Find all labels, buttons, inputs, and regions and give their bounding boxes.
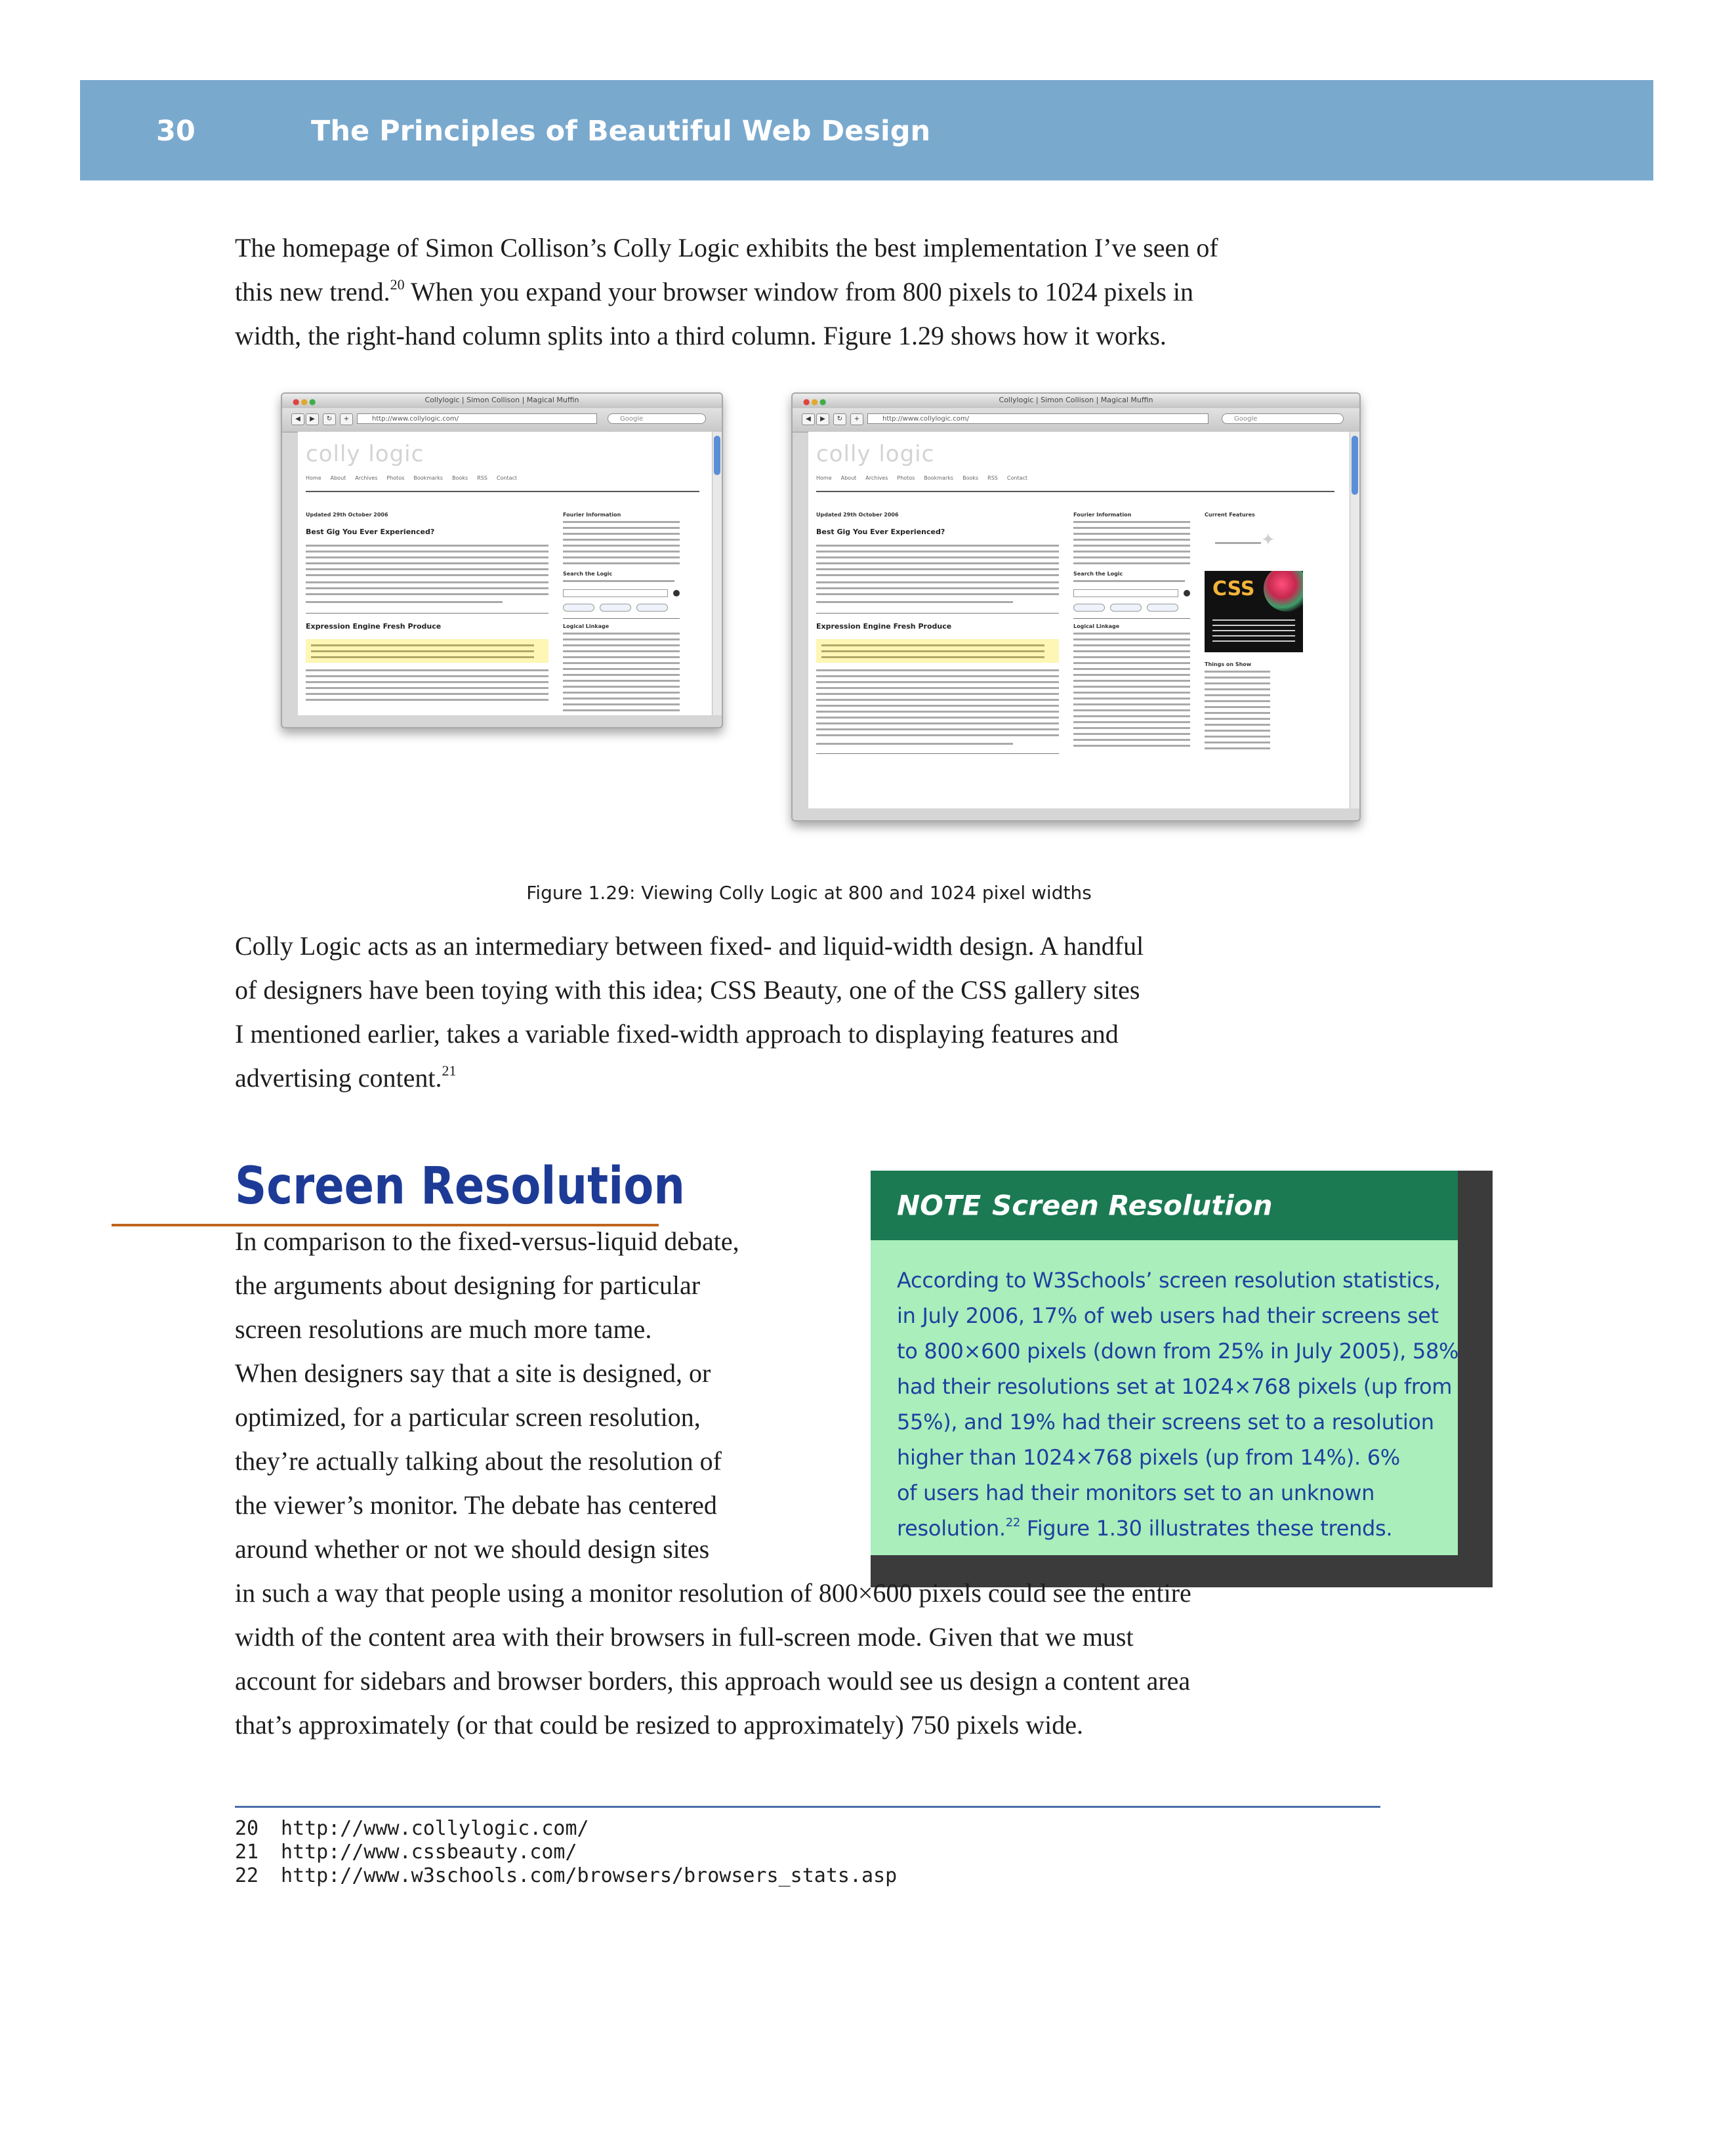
- site-nav: Home About Archives Photos Bookmarks Books RSS Contact: [306, 475, 518, 481]
- address-bar: http://www.collylogic.com/: [357, 413, 597, 424]
- post-text: [816, 669, 1059, 736]
- window-title: Collylogic | Simon Collison | Magical Muffin: [999, 396, 1153, 404]
- text-line: The homepage of Simon Collison’s Colly Logic exhibits the best implementation I’ve seen of: [235, 233, 1218, 262]
- sidebar-title: Current Features: [1205, 512, 1255, 518]
- sidebar-text: [1205, 671, 1270, 749]
- highlight-box: [816, 639, 1059, 663]
- paragraph: [235, 1219, 1191, 1747]
- map-icon: ✦: [1261, 530, 1275, 550]
- post-text: [816, 581, 1059, 595]
- note-label: NOTE: [897, 1189, 982, 1222]
- window-title: Collylogic | Simon Collison | Magical Muffin: [424, 396, 579, 404]
- go-icon: [673, 590, 680, 596]
- book-title: The Principles of Beautiful Web Design: [311, 115, 931, 148]
- footnote: [235, 1818, 589, 1840]
- text-line: 55%), and 19% had their screens set to a resolution: [897, 1410, 1434, 1434]
- forward-icon: ▶: [306, 413, 319, 425]
- search-box: Google: [608, 413, 706, 424]
- sidebar-title: Search the Logic: [1073, 571, 1123, 577]
- highlight-box: [306, 639, 548, 663]
- footnote-ref: 20: [390, 276, 405, 293]
- sidebar-title: Fourier Information: [1073, 512, 1132, 518]
- text-line: When designers say that a site is designed, or: [235, 1358, 711, 1388]
- scrollbar: [712, 432, 722, 715]
- sidebar-title: Logical Linkage: [563, 623, 610, 629]
- page-viewport: [808, 432, 1350, 808]
- browser-screenshot-1024: [791, 392, 1361, 822]
- sidebar-title: Search the Logic: [563, 571, 613, 577]
- address-bar: http://www.collylogic.com/: [867, 413, 1209, 424]
- back-icon: ◀: [291, 413, 304, 425]
- scrollbar: [1350, 432, 1359, 808]
- footnote-ref: 22: [1005, 1516, 1021, 1530]
- text-line: According to W3Schools’ screen resolution statistics,: [897, 1268, 1441, 1293]
- paragraph: [235, 924, 1144, 1100]
- sidebar-title: Things on Show: [1205, 661, 1252, 667]
- text-line: around whether or not we should design sites: [235, 1534, 710, 1564]
- text-line: width of the content area with their browsers in full-screen mode. Given that we must: [235, 1622, 1134, 1652]
- text-line: width, the right-hand column splits into a third column. Figure 1.29 shows how it works.: [235, 321, 1167, 350]
- footnote-number: 21: [235, 1841, 259, 1864]
- swirl-graphic: [1264, 571, 1303, 612]
- post-divider: [816, 613, 1059, 614]
- window-buttons-icon: ●●●: [803, 397, 828, 406]
- text-line: account for sidebars and browser borders, this approach would see us design a content area: [235, 1666, 1191, 1696]
- post-date: Updated 29th October 2006: [306, 512, 388, 518]
- mini-search-input: [563, 589, 668, 597]
- sidebar-text: [1073, 521, 1190, 564]
- go-icon: [1184, 590, 1190, 596]
- forward-icon: ▶: [816, 413, 829, 425]
- footnote-url: http://www.cssbeauty.com/: [281, 1841, 577, 1864]
- site-logo: colly logic: [306, 441, 424, 467]
- text-line: advertising content.$^{21}$: [235, 1062, 457, 1093]
- footnote-number: 22: [235, 1864, 259, 1887]
- post-text: [816, 545, 1059, 576]
- text-line: screen resolutions are much more tame.: [235, 1314, 652, 1344]
- note-title: Screen Resolution: [992, 1189, 1273, 1222]
- text-line: In comparison to the fixed-versus-liquid debate,: [235, 1226, 739, 1256]
- text-line: in such a way that people using a monitor resolution of 800×600 pixels could see the entire: [235, 1578, 1191, 1608]
- site-divider: [306, 491, 699, 492]
- post-text: [306, 581, 548, 595]
- footnote-number: 20: [235, 1817, 259, 1840]
- text-line: higher than 1024×768 pixels (up from 14%). 6%: [897, 1445, 1400, 1470]
- page-viewport: [298, 432, 713, 715]
- text-line: Colly Logic acts as an intermediary between fixed- and liquid-width design. A handful: [235, 931, 1144, 961]
- post-meta: [816, 743, 1013, 747]
- ad-logo: CSS: [1212, 577, 1255, 600]
- text-line: resolution.$^{22}$ Figure 1.30 illustrates these trends.: [897, 1516, 1393, 1541]
- sidebar-text: [563, 521, 680, 564]
- browser-toolbar: [282, 408, 722, 432]
- text-line: this new trend.$^{20}$ When you expand your browser window from 800 pixels to 1024 pixels in: [235, 276, 1194, 306]
- text-line: optimized, for a particular screen resolution,: [235, 1402, 701, 1432]
- back-icon: ◀: [802, 413, 815, 425]
- sidebar-text: [563, 633, 680, 711]
- mini-search-input: [1073, 589, 1178, 597]
- footnote: [235, 1865, 897, 1887]
- post-text: [306, 669, 548, 701]
- page-number: 30: [156, 115, 196, 148]
- post-title: Best Gig You Ever Experienced?: [816, 528, 945, 536]
- figure-caption: Figure 1.29: Viewing Colly Logic at 800 and 1024 pixel widths: [526, 882, 1092, 904]
- text-line: had their resolutions set at 1024×768 pixels (up from: [897, 1374, 1453, 1399]
- text-line: the arguments about designing for particular: [235, 1270, 701, 1300]
- reload-icon: ↻: [833, 413, 846, 425]
- browser-screenshot-800: [281, 392, 723, 728]
- post-divider: [306, 613, 548, 614]
- post-date: Updated 29th October 2006: [816, 512, 899, 518]
- css-beauty-ad: [1205, 571, 1303, 652]
- reload-icon: ↻: [323, 413, 336, 425]
- post-title: Expression Engine Fresh Produce: [816, 622, 952, 631]
- text-line: in July 2006, 17% of web users had their screens set: [897, 1303, 1439, 1328]
- text-line: the viewer’s monitor. The debate has centered: [235, 1490, 717, 1520]
- add-icon: +: [340, 413, 353, 425]
- footnote-ref: 21: [442, 1062, 457, 1079]
- post-text: [306, 545, 548, 576]
- window-buttons-icon: ●●●: [293, 397, 318, 406]
- post-meta: [306, 601, 503, 605]
- section-heading: Screen Resolution: [235, 1157, 686, 1216]
- post-title: Best Gig You Ever Experienced?: [306, 528, 435, 536]
- footnote-rule: [235, 1806, 1380, 1808]
- search-box: Google: [1222, 413, 1344, 424]
- footnote: [235, 1841, 577, 1864]
- footnote-url: http://www.w3schools.com/browsers/browsers_stats.asp: [281, 1864, 898, 1887]
- site-logo: colly logic: [816, 441, 935, 467]
- text-line: they’re actually talking about the resolution of: [235, 1446, 722, 1476]
- window-titlebar: [282, 394, 722, 408]
- sidebar-text: [1073, 633, 1190, 751]
- add-icon: +: [850, 413, 863, 425]
- intro-paragraph: [235, 226, 1218, 358]
- sidebar-title: Logical Linkage: [1073, 623, 1120, 629]
- text-line: to 800×600 pixels (down from 25% in July 2005), 58%: [897, 1339, 1459, 1364]
- text-line: that’s approximately (or that could be resized to approximately) 750 pixels wide.: [235, 1710, 1083, 1740]
- footnote-url: http://www.collylogic.com/: [281, 1817, 589, 1840]
- text-line: I mentioned earlier, takes a variable fixed-width approach to displaying features and: [235, 1019, 1119, 1049]
- window-titlebar: [793, 394, 1359, 408]
- post-title: Expression Engine Fresh Produce: [306, 622, 442, 631]
- browser-toolbar: [793, 408, 1359, 432]
- text-line: of designers have been toying with this idea; CSS Beauty, one of the CSS gallery sites: [235, 975, 1140, 1005]
- sidebar-title: Fourier Information: [563, 512, 621, 518]
- site-nav: Home About Archives Photos Bookmarks Books RSS Contact: [816, 475, 1028, 481]
- post-meta: [816, 601, 1013, 605]
- text-line: of users had their monitors set to an unknown: [897, 1480, 1375, 1505]
- site-divider: [816, 491, 1334, 492]
